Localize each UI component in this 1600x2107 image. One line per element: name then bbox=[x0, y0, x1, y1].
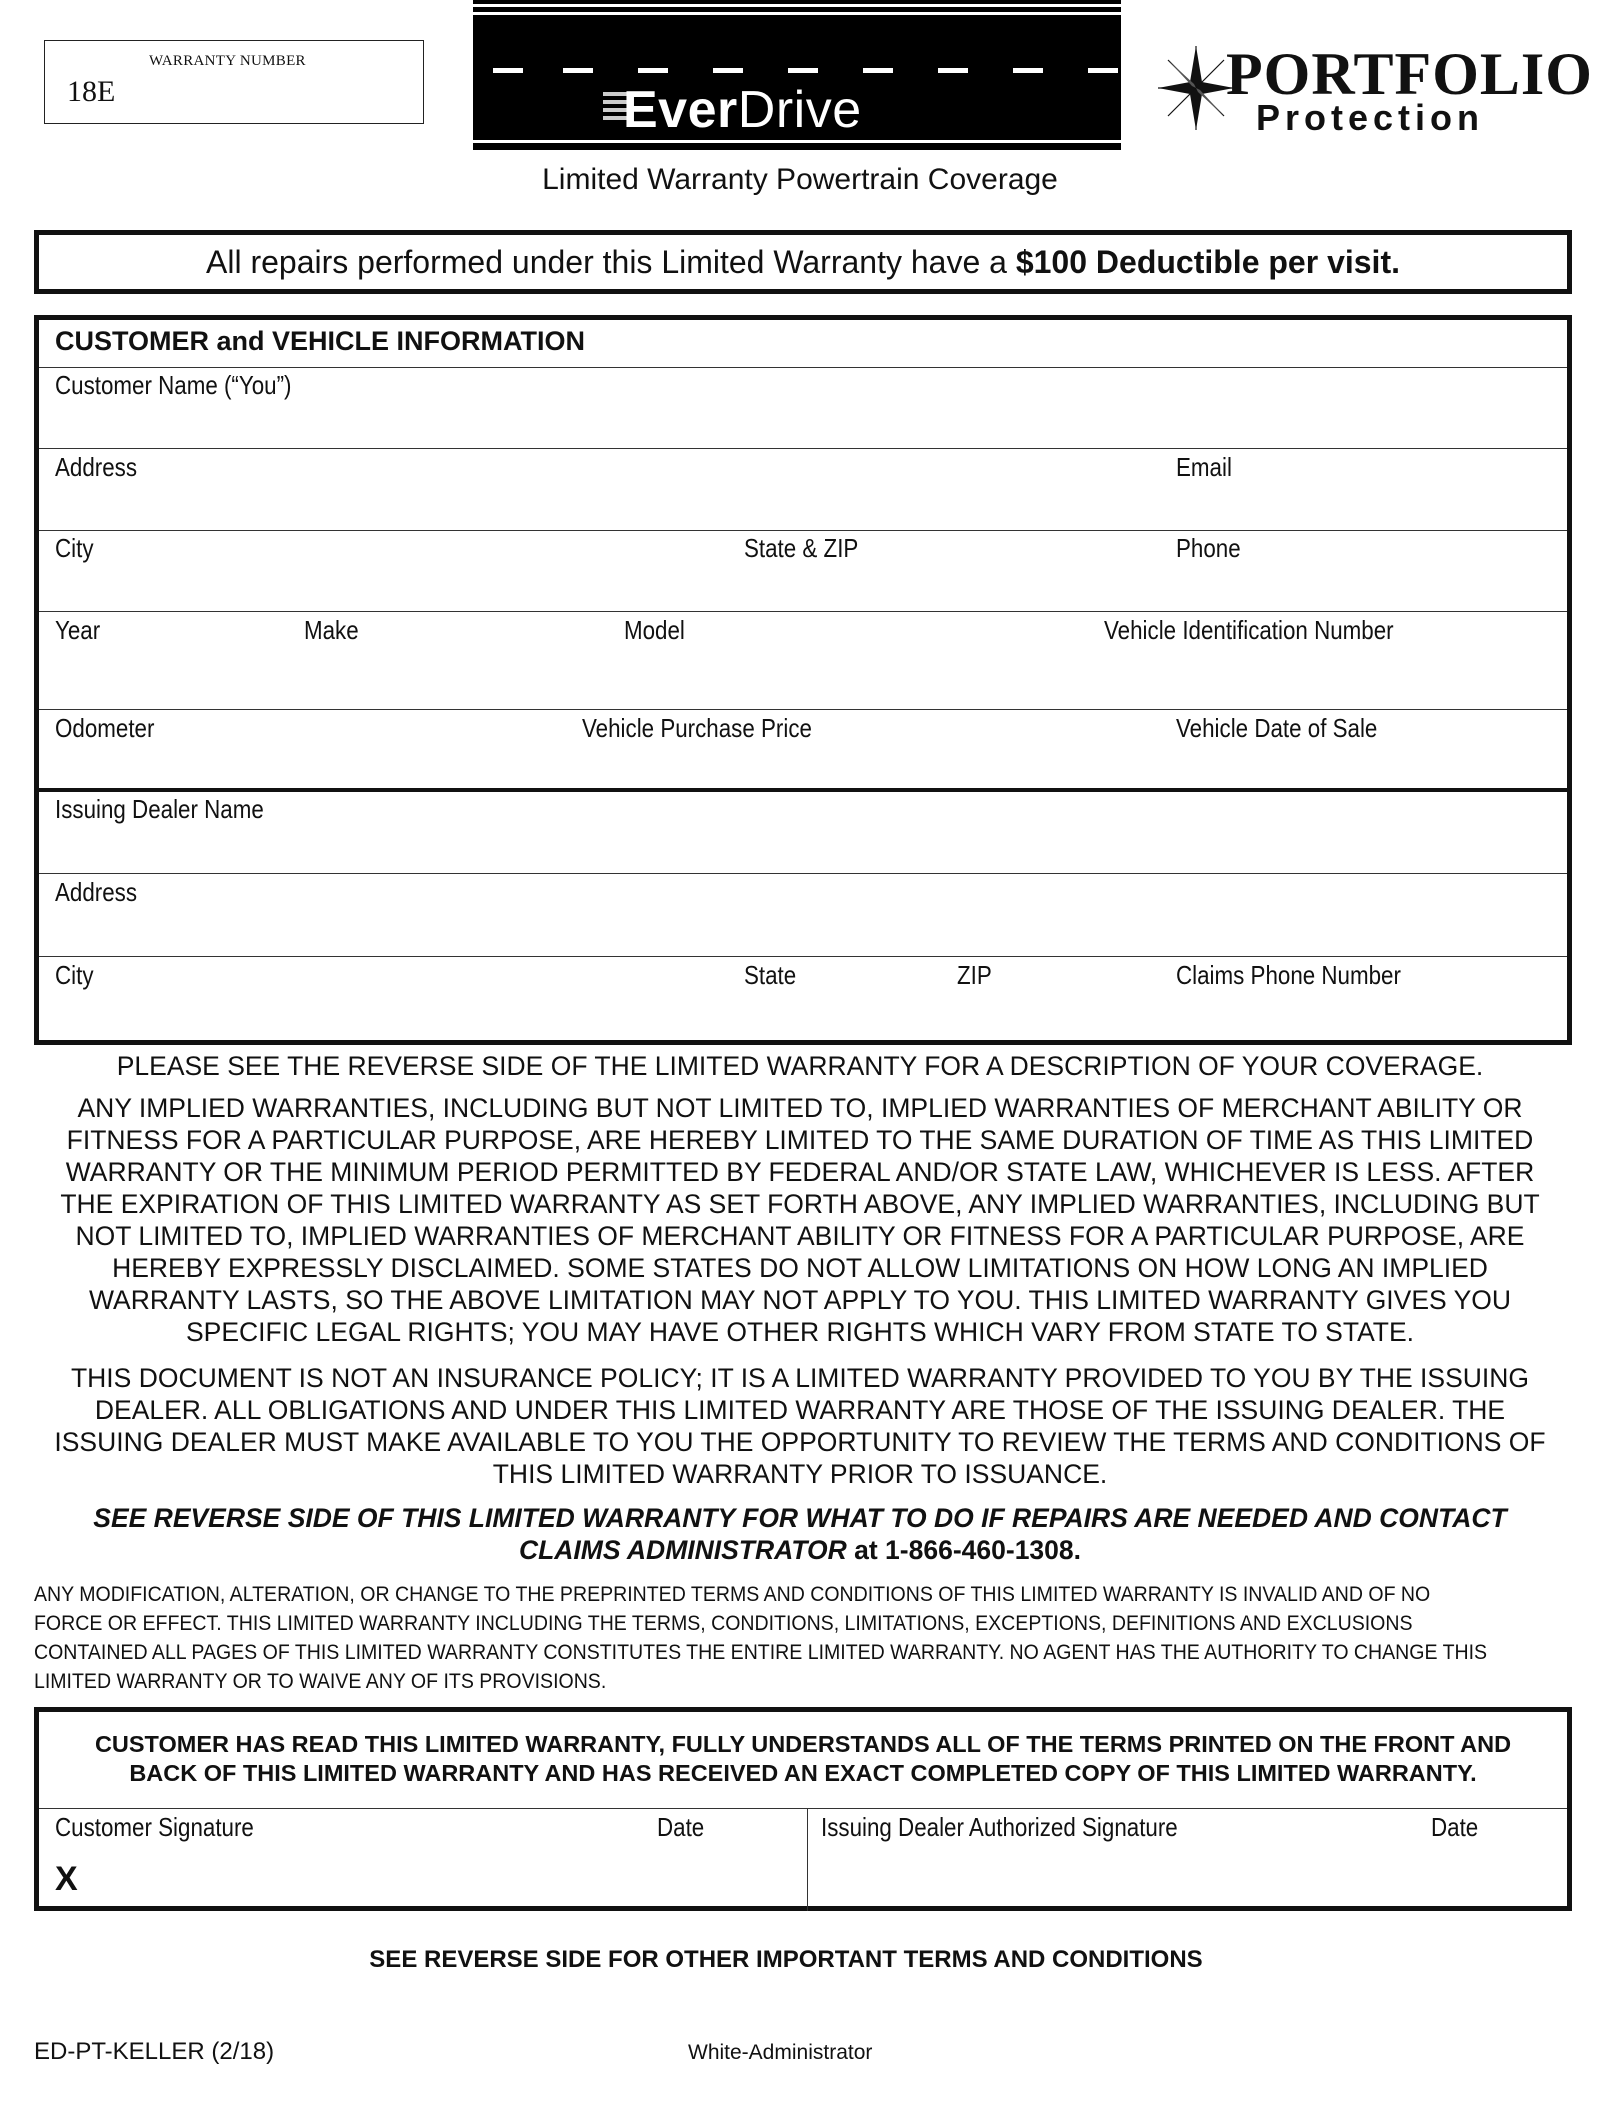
claims-phone-field[interactable]: Claims Phone Number bbox=[1176, 960, 1401, 990]
protection-subtitle: Protection bbox=[1256, 97, 1485, 138]
vin-field[interactable]: Vehicle Identification Number bbox=[1104, 615, 1394, 645]
dealer-name-field[interactable]: Issuing Dealer Name bbox=[55, 794, 264, 824]
implied-warranties-paragraph: ANY IMPLIED WARRANTIES, INCLUDING BUT NOT LIMITED TO, IMPLIED WARRANTIES OF MERCHANT ABILITY OR FITNESS FOR A PARTICULAR PURPOSE, ARE HEREBY LIMITED TO THE SAME DURATION OF TIME AS THIS LIMITED WARRANTY OR THE MINIMUM PERIOD PERMITTED BY FEDERAL AND/OR STATE LAW, WHICHEVER IS LESS. AFTER THE EXPIRATION OF THIS LIMITED WARRANTY AS SET FORTH ABOVE, ANY IMPLIED WARRANTIES, INCLUDING BUT NOT LIMITED TO, IMPLIED WARRANTIES OF MERCHANT ABILITY OR FITNESS FOR A PARTICULAR PURPOSE, ARE HEREBY EXPRESSLY DISCLAIMED. SOME STATES DO NOT ALLOW LIMITATIONS ON HOW LONG AN IMPLIED WARRANTY LASTS, SO THE ABOVE LIMITATION MAY NOT APPLY TO YOU. THIS LIMITED WARRANTY GIVES YOU SPECIFIC LEGAL RIGHTS; YOU MAY HAVE OTHER RIGHTS WHICH VARY FROM STATE TO STATE. bbox=[60, 1093, 1540, 1347]
repairs-contact-paragraph: SEE REVERSE SIDE OF THIS LIMITED WARRANTY FOR WHAT TO DO IF REPAIRS ARE NEEDED AND CONTACT CLAIMS ADMINISTRATOR at 1-866-460-1308. bbox=[93, 1503, 1507, 1565]
customer-vehicle-form bbox=[34, 315, 1572, 1045]
portfolio-protection-logo bbox=[1150, 40, 1593, 140]
signature-box bbox=[34, 1707, 1572, 1911]
deductible-amount: $100 Deductible per visit. bbox=[1015, 244, 1400, 280]
fine-print-paragraph: ANY MODIFICATION, ALTERATION, OR CHANGE TO THE PREPRINTED TERMS AND CONDITIONS OF THIS LIMITED WARRANTY IS INVALID AND OF NO FORCE OR EFFECT. THIS LIMITED WARRANTY INCLUDING THE TERMS, CONDITIONS, LIMITATIONS, EXCEPTIONS, DEFINITIONS AND EXCLUSIONS CONTAINED ALL PAGES OF THIS LIMITED WARRANTY CONSTITUTES THE ENTIRE LIMITED WARRANTY. NO AGENT HAS THE AUTHORITY TO CHANGE THIS LIMITED WARRANTY OR TO WAIVE ANY OF ITS PROVISIONS. bbox=[34, 1583, 1488, 1693]
customer-signature-field[interactable]: Customer Signature bbox=[55, 1812, 254, 1842]
warranty-number-label: WARRANTY NUMBER bbox=[149, 53, 306, 69]
everdrive-logo bbox=[473, 0, 1121, 150]
state-zip-field[interactable]: State & ZIP bbox=[744, 533, 859, 563]
warranty-number-box[interactable] bbox=[44, 40, 424, 124]
reverse-side-note: SEE REVERSE SIDE FOR OTHER IMPORTANT TERMS AND CONDITIONS bbox=[369, 1946, 1203, 1973]
address-field[interactable]: Address bbox=[55, 452, 138, 482]
year-field[interactable]: Year bbox=[55, 615, 101, 645]
signature-x-mark: X bbox=[55, 1860, 78, 1898]
copy-label: White-Administrator bbox=[688, 2041, 873, 2064]
date-of-sale-field[interactable]: Vehicle Date of Sale bbox=[1176, 713, 1378, 743]
portfolio-title: PORTFOLIO bbox=[1226, 41, 1593, 107]
model-field[interactable]: Model bbox=[624, 615, 685, 645]
dealer-state-field[interactable]: State bbox=[744, 960, 797, 990]
purchase-price-field[interactable]: Vehicle Purchase Price bbox=[582, 713, 812, 743]
city-field[interactable]: City bbox=[55, 533, 94, 563]
customer-name-field[interactable]: Customer Name (“You”) bbox=[55, 370, 292, 400]
form-code: ED-PT-KELLER (2/18) bbox=[34, 2038, 275, 2065]
claims-phone-number: at 1-866-460-1308. bbox=[846, 1535, 1082, 1565]
compass-star-icon bbox=[1156, 42, 1236, 134]
deductible-text: All repairs performed under this Limited Warranty have a bbox=[206, 244, 1016, 280]
everdrive-wordmark: EverDrive bbox=[623, 81, 862, 139]
customer-date-field[interactable]: Date bbox=[657, 1812, 705, 1842]
dealer-address-field[interactable]: Address bbox=[55, 877, 138, 907]
see-reverse-coverage: PLEASE SEE THE REVERSE SIDE OF THE LIMITED WARRANTY FOR A DESCRIPTION OF YOUR COVERAGE. bbox=[116, 1051, 1484, 1081]
odometer-field[interactable]: Odometer bbox=[55, 713, 155, 743]
dealer-signature-field[interactable]: Issuing Dealer Authorized Signature bbox=[821, 1812, 1178, 1842]
make-field[interactable]: Make bbox=[304, 615, 359, 645]
section-title: CUSTOMER and VEHICLE INFORMATION bbox=[55, 326, 586, 356]
phone-field[interactable]: Phone bbox=[1176, 533, 1241, 563]
page-subtitle: Limited Warranty Powertrain Coverage bbox=[542, 163, 1058, 196]
deductible-banner bbox=[34, 230, 1572, 294]
warranty-number-value: 18E bbox=[67, 75, 116, 108]
dealer-zip-field[interactable]: ZIP bbox=[957, 960, 992, 990]
acknowledgement-text: CUSTOMER HAS READ THIS LIMITED WARRANTY, FULLY UNDERSTANDS ALL OF THE TERMS PRINTED ON THE FRONT AND BACK OF THIS LIMITED WARRANTY AND HAS RECEIVED AN EXACT COMPLETED COPY OF THIS LIMITED WARRANTY. bbox=[94, 1731, 1512, 1786]
dealer-city-field[interactable]: City bbox=[55, 960, 94, 990]
dealer-date-field[interactable]: Date bbox=[1431, 1812, 1479, 1842]
not-insurance-paragraph: THIS DOCUMENT IS NOT AN INSURANCE POLICY; IT IS A LIMITED WARRANTY PROVIDED TO YOU BY THE ISSUING DEALER. ALL OBLIGATIONS AND UNDER THIS LIMITED WARRANTY ARE THOSE OF THE ISSUING DEALER. THE ISSUING DEALER MUST MAKE AVAILABLE TO YOU THE OPPORTUNITY TO REVIEW THE TERMS AND CONDITIONS OF THIS LIMITED WARRANTY PRIOR TO ISSUANCE. bbox=[54, 1363, 1546, 1489]
email-field[interactable]: Email bbox=[1176, 452, 1232, 482]
